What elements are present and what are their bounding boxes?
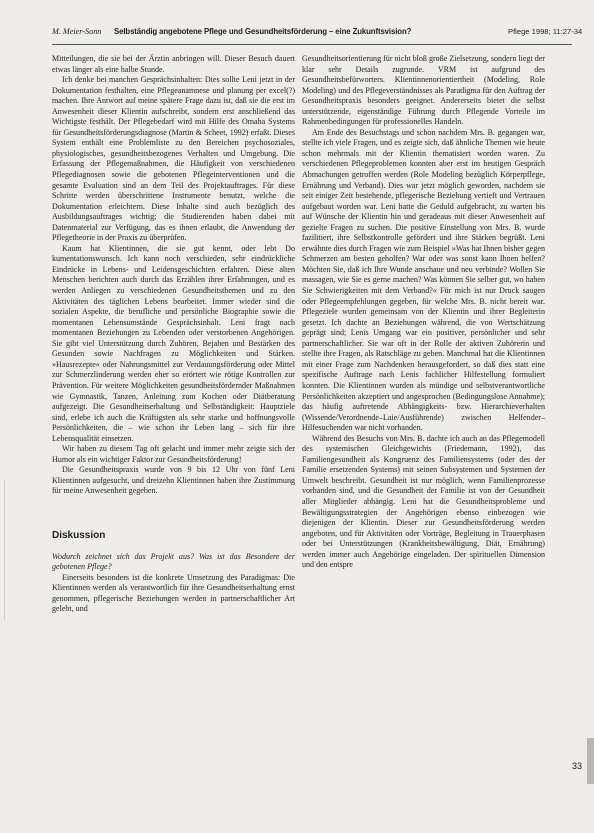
right-column xyxy=(302,54,545,571)
paragraph: Die Gesundheitspraxis wurde von 9 bis 12 Uhr von fünf Leni Klientinnen aufgesucht, und dreizehn Klientinnen haben ihre Zustimmung für meine Anwesenheit gegeben. xyxy=(52,465,295,496)
paragraph: Einerseits besonders ist die konkrete Umsetzung des Paradigmas: Die Klientinnen werden als verantwortlich für ihre Gesundheitserhaltung ernst genommen, pflegerische Beziehungen werden in partnerschaftlicher Art gelebt, und xyxy=(52,572,295,614)
paragraph: Wir haben zu diesem Tag oft gelacht und immer mehr zeigte sich der Humor als ein wichtiger Faktor zur Gesundheitsförderung! xyxy=(52,444,295,464)
paragraph: Am Ende des Besuchstags und schon nachdem Mrs. B. gegangen war, stellte ich viele Fragen, und es zeigte sich, daß ähnliche Themen wie heute schon mehrmals mit der Klientin thematisiert worden waren. Zu verschiedenen Pflegeproblemen konnten aber erst im heutigen Gespräch Abmachungen getroffen werden (Role Modeling bezüglich Körperpflege, Ernährung und Verband). Dies war jetzt möglich geworden, nachdem sie seit einiger Zeit bestehende, pflegerische Beziehung vertieft und Vertrauen aufgebaut worden war. Leni hatte die Geduld aufgebracht, zu warten bis auf Wünsche der Klientin hin und geradeaus mit dieser Anwesenheit auf gezielte Fragen zu suchen. Die positive Einstellung von Mrs. B. wurde fazilitiert, ihre Selbstkontrolle gefördert und ihre Stärken begrüßt. Leni erwähnte dies durch Fragen wie zum Beispiel »Was hat Ihnen bisher gegen Schmerzen am besten geholfen? War oder was sonst kann Ihnen helfen? Möchten Sie, daß ich Ihre Wunde anschaue und neu verbinde? Wollen Sie massagen, wie Sie es gerne machen? Was können Sie selber gut, wo haben Sie Schwierigkeiten mit dem Verband?« Für mich ist nur Druck saugen oder Pflegeempfehlungen gegeben, für welche Mrs. B. nicht bereit war. Pflegeziele wurden gemeinsam von der Klientin und ihrer Begleiterin gesetzt. Ich dachte an Beziehungen während, die von Wertschätzung geprägt sind; Lenis Umgang war ein positiver, persönlicher und sehr partnerschaftlicher. Sie war oft in der Rolle der aktiven Zuhörerin und stellte ihre Fragen, als Ratschläge zu geben. Manchmal hat die Klientinnen mit einer Frage zum Nachdenken herausgefordert, so daß dies statt eine spezifische Auftrage nach Lenis fachlicher Hilfestellung formuliert konnten. Die Klientinnen wurden als mündige und selbstverantwortliche Persönlichkeiten akzeptiert und angesprochen (Bedingungslose Annahme); das häufig auftretende Abhängigkeits- bzw. Hierarchieverhalten (Wissende/Verordnende–Laie/Ausführende) zwischen Helfender–Hilfesuchenden war nicht vorhanden. xyxy=(302,127,545,433)
scan-margin-mark xyxy=(4,480,5,620)
running-header xyxy=(52,24,583,40)
header-authors: M. Meier-Sonn xyxy=(52,27,102,36)
discussion-question: Wodurch zeichnet sich das Projekt aus? Was ist das Besondere der gebotenen Pflege? xyxy=(52,551,295,572)
header-title: Selbständig angebotene Pflege und Gesundheitsförderung – eine Zukunftsvision? xyxy=(114,27,412,36)
page-edge-tab xyxy=(587,738,594,784)
paragraph: Gesundheitsorientierung für nicht bloß große Zielsetzung, sondern liegt der klar sehr Details zugrunde. VRM ist aufgrund des Gesundheitsbefürworters. Klientinnenorientiertheit (Modeling, Role Modeling) und des Pflegeverständnisses als Paradigma für den Auftrag der Gesundheitspraxis besonders geeignet. Andererseits bietet die selbst unterstützende, eigenständige Führung durch Pflegende Vorteile im Rahmenbedingungen für professionelles Handeln. xyxy=(302,54,545,127)
paragraph: Ich denke bei manchen Gesprächsinhalten: Dies sollte Leni jetzt in der Dokumentation festhalten, eine Pflegeanamnese und planung per excel(?) machen. Ihre Antwort auf meine spätere Frage dazu ist, daß sie die erst im Anwesenheit dieser Klientin aufschreibt, sondern erst anschließend das Wichtigste festhält. Der Pflegebedarf wird mit Hilfe des Omaha Systems für Gesundheitsförderungsdiagnose (Martin & Scheet, 1992) erfaßt. Dieses System enthält eine Problemliste zu den Bereichen psychosoziales, physiologisches, gesundheitsbezogenes Verhalten und Umgebung. Die Erfassung der Pflegemaßnahmen, die Häufigkeit von verschiedenen Pflegediagnosen sowie die gebotenen Pflegeinterventionen und die gesamte Evaluation sind an dem Teil des Projektauftrages. Für diese Schritte werden überschrittene Instrumente benutzt, welche die Dokumentation erleichtern. Diese Inhalte sind auch bezüglich des Ausbildungsauftrages wichtig; die Studierenden haben dabei mit Datenmaterial zur Verfügung, das es ihnen erlaubt, die Anwendung der Pflegetheorie in der Praxis zu überprüfen. xyxy=(52,75,295,243)
paragraph: Mitteilungen, die sie bei der Ärztin anbringen will. Dieser Besuch dauert etwas länger als eine halbe Stunde. xyxy=(52,54,295,74)
page-number: 33 xyxy=(572,761,583,771)
section-heading: Diskussion xyxy=(52,529,106,541)
header-rule xyxy=(52,44,572,45)
header-journal: Pflege 1998; 11:27-34 xyxy=(508,27,583,36)
paragraph: Kaum hat Klientinnen, die sie gut kennt, oder lebt Do kumentationswunsch. Ich kann noch verschieden, sehr eindrückliche Eindrücke in Lebens- und Leidensgeschichten erfahren. Diese alten Menschen berichten auch durch das Erzählen ihrer Erfahrungen, und es werden Anliegen zu verschiedenen Gesundheitsthemen und zu den Aktivitäten des täglichen Lebens bearbeitet. Immer wieder sind die sozialen Aspekte, die berufliche und persönliche Biographie sowie die momentanen Lebensumstände Gesprächsinhalt. Leni fragt nach momentanen Beziehungen zu Lebenden oder verstorbenen Angehörigen. Sie gibt viel Unterstützung durch Zuhören, Bejahen und Bestärken des Gesunden sowie Nachfragen zu Möglichkeiten und Stärken. »Hausrezepte« oder Nahrungsmittel zur Verdauungsförderung oder Mittel zur Schmerzlinderung werden eher so erörtert wie rötige Kontrollen zur Prävention. Für weitere Möglichkeiten gesundheitsfördernder Maßnahmen wie Gymnastik, Tanzen, Anleitung zum Kochen oder Diätberatung aufgezeigt. Die Gesundheitserhaltung und Selbständigkeit: Hauptziele sind, erlebe ich auch die Kräftigsten als sehr starke und hoffnungsvolle Persönlichkeiten, die – wie schon ihr Leben lang – sich für ihre Lebensqualität einsetzen. xyxy=(52,243,295,443)
left-column xyxy=(52,54,295,615)
paragraph: Während des Besuchs von Mrs. B. dachte ich auch an das Pflegemodell des systemischen Gleichgewichts (Friedemann, 1992), das Familiengesundheit als Kongruenz des Familiensystems (oder des der Familie ersetzenden Systems) mit seinen Subsystemen und Systemen der Umwelt beschreibt. Gesundheit ist nur möglich, wenn Familienprozesse vorhanden sind, und die Gesundheit der Familie ist von der Gesundheit aller Mitglieder abhängig. Leni hat die Gesundheitsprobleme und Bewältigungsstrategien der Angehörigen ebenso einbezogen wie diejenigen der Klientin. Dieser zur Gesundheitsförderung werden angeboten, und für Aktivitäten oder Vorträge, Begleitung in Trauerphasen oder bei Unterstützungen (Krankheitsbewältigung, Diät, Ernährung) werden immer auch Angehörige eingeladen. Der spirituellen Dimension und den entspre xyxy=(302,433,545,570)
